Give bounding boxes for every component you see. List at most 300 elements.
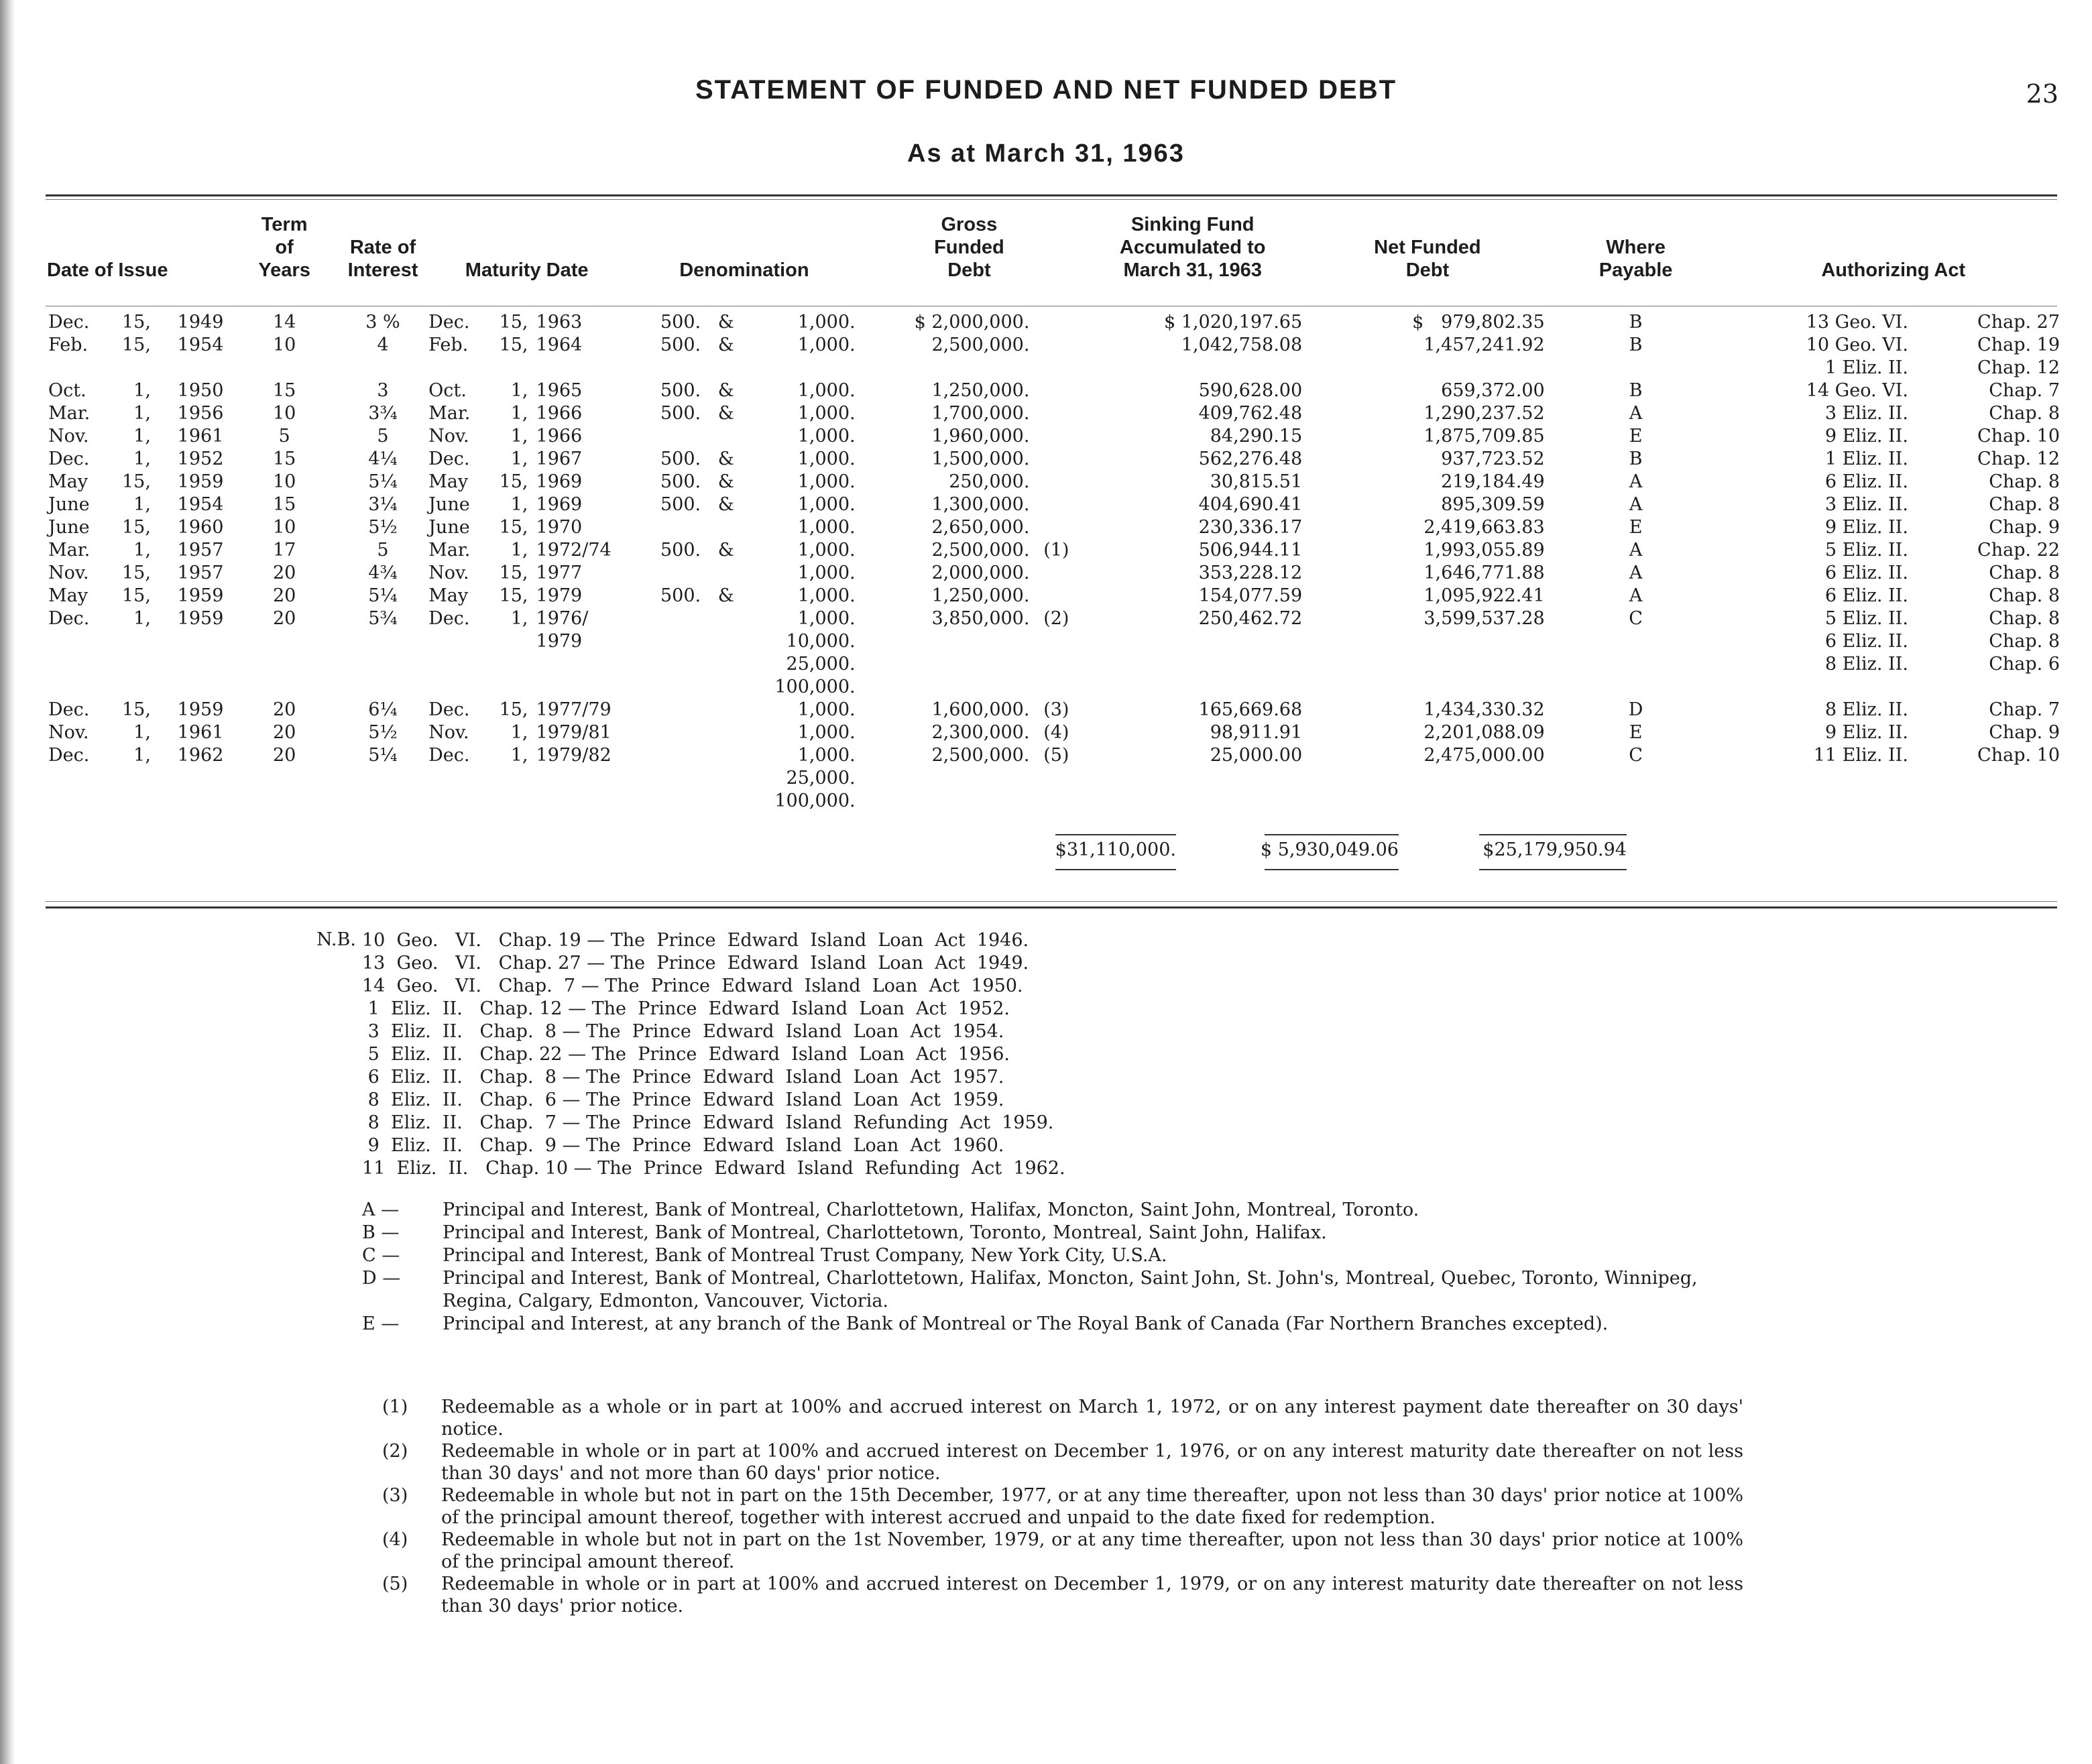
table-cell — [1912, 767, 2064, 790]
table-cell: 1954 — [177, 494, 224, 515]
table-cell: 14 Geo. VI. — [1806, 380, 1908, 401]
footnotes — [382, 1396, 1743, 1617]
table-cell — [1079, 653, 1306, 676]
table-cell — [705, 562, 747, 585]
table-cell — [1079, 676, 1306, 699]
table-cell: 1972/74 — [536, 540, 612, 561]
table-row — [44, 402, 2064, 425]
table-row — [44, 744, 2064, 767]
act-list-item: 1 Eliz. II. Chap. 12 — The Prince Edward Island Loan Act 1952. — [362, 998, 1010, 1019]
table-cell: 1963 — [536, 312, 583, 333]
act-list-item: 13 Geo. VI. Chap. 27 — The Prince Edward Island Loan Act 1949. — [362, 953, 1029, 974]
table-cell: 1, — [133, 403, 151, 424]
table-cell — [629, 767, 705, 790]
table-cell — [1079, 790, 1306, 813]
table-row — [44, 721, 2064, 744]
table-cell: 1954 — [177, 335, 224, 355]
table-cell: 1 Eliz. II. — [1824, 449, 1908, 469]
table-cell: Feb. — [428, 335, 469, 355]
table-cell — [532, 653, 630, 676]
funded-debt-table — [44, 213, 2064, 813]
table-row — [44, 585, 2064, 607]
table-cell: & — [717, 471, 734, 492]
table-cell: 1,250,000. — [931, 380, 1030, 401]
table-cell — [1033, 448, 1079, 471]
table-cell — [1033, 516, 1079, 539]
table-row — [44, 767, 2064, 790]
table-cell: 25,000.00 — [1210, 745, 1303, 766]
table-cell: 3 Eliz. II. — [1824, 494, 1908, 515]
table-cell — [1033, 767, 1079, 790]
payable-key: A — — [362, 1199, 400, 1220]
table-cell — [1033, 585, 1079, 607]
table-cell: 5¼ — [368, 585, 398, 606]
table-cell: 1,000. — [797, 312, 856, 333]
table-cell — [705, 699, 747, 721]
table-cell — [1912, 676, 2064, 699]
table-cell — [1033, 630, 1079, 653]
table-cell: 1, — [510, 449, 528, 469]
table-cell: 1964 — [536, 335, 583, 355]
payable-text: Principal and Interest, Bank of Montreal Trust Company, New York City, U.S.A. — [443, 1245, 1167, 1266]
table-cell: Dec. — [428, 312, 470, 333]
table-row — [44, 516, 2064, 539]
table-cell: Chap. 7 — [1989, 380, 2060, 401]
table-cell: 10 — [272, 471, 296, 492]
table-cell — [860, 357, 1034, 379]
header-date-of-issue: Date of Issue — [47, 259, 168, 281]
table-cell — [1033, 653, 1079, 676]
table-cell: 5½ — [368, 722, 398, 743]
table-cell: Oct. — [48, 380, 86, 401]
gross-total: $31,110,000. — [1055, 839, 1176, 860]
table-cell — [532, 676, 630, 699]
table-cell — [1033, 291, 1079, 334]
table-cell: 1, — [133, 380, 151, 401]
table-cell — [424, 676, 491, 699]
table-cell: Oct. — [428, 380, 467, 401]
table-cell — [705, 425, 747, 448]
table-cell — [1033, 471, 1079, 493]
table-cell: 5 — [377, 426, 389, 447]
table-cell — [629, 425, 705, 448]
payable-text: Principal and Interest, Bank of Montreal, Charlottetown, Toronto, Montreal, Saint John, Halifax. — [443, 1222, 1327, 1243]
table-cell: 1959 — [177, 471, 224, 492]
table-cell: Chap. 19 — [1977, 335, 2060, 355]
table-cell: 1,000. — [797, 745, 856, 766]
payable-item — [362, 1313, 1743, 1336]
table-cell: 1950 — [177, 380, 224, 401]
table-cell: 1952 — [177, 449, 224, 469]
table-cell: A — [1629, 540, 1643, 561]
table-cell: Dec. — [428, 608, 470, 629]
table-cell: 2,500,000. — [931, 335, 1030, 355]
table-cell: A — [1629, 563, 1643, 583]
table-cell — [860, 653, 1034, 676]
table-cell: 84,290.15 — [1210, 426, 1303, 447]
table-cell: 15, — [121, 471, 151, 492]
footnote-key: (4) — [382, 1529, 408, 1550]
table-cell: Chap. 27 — [1977, 312, 2060, 333]
table-cell: 500. — [660, 335, 701, 355]
table-cell — [341, 790, 424, 813]
table-cell: & — [717, 312, 734, 333]
table-cell: Dec. — [428, 449, 470, 469]
table-cell: (2) — [1043, 608, 1069, 629]
table-cell — [705, 357, 747, 379]
table-cell: 15, — [121, 563, 151, 583]
header-denomination: Denomination — [679, 259, 809, 281]
table-cell: 1,000. — [797, 540, 856, 561]
table-cell: 1, — [510, 403, 528, 424]
table-cell — [860, 676, 1034, 699]
table-row — [44, 653, 2064, 676]
payable-key: C — — [362, 1245, 400, 1266]
table-cell: 1976/ — [536, 608, 589, 629]
table-cell — [155, 676, 227, 699]
table-cell: 15 — [272, 494, 296, 515]
table-cell: 154,077.59 — [1198, 585, 1303, 606]
table-cell: C — [1629, 745, 1643, 766]
table-cell: 1965 — [536, 380, 583, 401]
table-cell — [155, 790, 227, 813]
table-cell — [747, 357, 859, 379]
bottom-thin-rule — [46, 901, 2057, 902]
payable-key: B — — [362, 1222, 400, 1243]
table-cell: 590,628.00 — [1198, 380, 1303, 401]
table-cell: E — [1629, 517, 1643, 538]
table-cell: 1957 — [177, 563, 224, 583]
table-cell: 9 Eliz. II. — [1824, 426, 1908, 447]
table-cell: 14 — [272, 312, 296, 333]
table-cell: 15, — [499, 585, 528, 606]
table-cell — [424, 653, 491, 676]
table-cell: 9 Eliz. II. — [1824, 722, 1908, 743]
table-cell — [1079, 357, 1306, 379]
table-cell: 20 — [272, 745, 296, 766]
table-cell: 1, — [133, 449, 151, 469]
net-total-underline — [1479, 869, 1627, 870]
table-cell — [705, 744, 747, 767]
table-cell — [1033, 676, 1079, 699]
table-cell: 1979 — [536, 631, 583, 652]
payable-text: Principal and Interest, Bank of Montreal, Charlottetown, Halifax, Moncton, Saint John, Montreal, Toronto. — [443, 1199, 1419, 1220]
table-cell — [1912, 790, 2064, 813]
table-cell: 25,000. — [786, 768, 856, 788]
table-cell: Chap. 8 — [1989, 471, 2060, 492]
table-cell: 1,300,000. — [931, 494, 1030, 515]
table-cell: 1959 — [177, 585, 224, 606]
table-cell: A — [1629, 494, 1643, 515]
act-list-item: 5 Eliz. II. Chap. 22 — The Prince Edward Island Loan Act 1956. — [362, 1044, 1010, 1065]
act-list-item: 14 Geo. VI. Chap. 7 — The Prince Edward Island Loan Act 1950. — [362, 976, 1023, 996]
authorizing-acts-list — [362, 929, 1065, 1180]
table-cell: 500. — [660, 471, 701, 492]
table-cell: 1970 — [536, 517, 583, 538]
table-cell: 1, — [133, 494, 151, 515]
table-cell — [424, 630, 491, 653]
table-cell: Chap. 8 — [1989, 403, 2060, 424]
table-cell: 15, — [499, 335, 528, 355]
table-cell — [860, 790, 1034, 813]
table-cell — [341, 357, 424, 379]
table-cell — [629, 699, 705, 721]
table-cell — [1549, 676, 1723, 699]
table-cell — [227, 357, 341, 379]
table-cell — [1033, 790, 1079, 813]
table-cell: B — [1629, 335, 1643, 355]
table-cell: 20 — [272, 699, 296, 720]
table-cell: 1979 — [536, 585, 583, 606]
table-cell — [705, 516, 747, 539]
payable-text: Principal and Interest, at any branch of the Bank of Montreal or The Royal Bank of Canada (Far Northern Branches excepted). — [443, 1313, 1609, 1334]
table-cell: Chap. 7 — [1989, 699, 2060, 720]
table-cell: 1, — [510, 540, 528, 561]
payable-item — [362, 1199, 1743, 1222]
table-cell: (4) — [1043, 722, 1069, 743]
table-cell: (1) — [1043, 540, 1069, 561]
table-cell: Chap. 10 — [1977, 745, 2060, 766]
gross-total-underline — [1055, 869, 1176, 870]
table-cell: 1,290,237.52 — [1423, 403, 1545, 424]
table-cell — [1306, 767, 1549, 790]
footnote-key: (2) — [382, 1441, 408, 1462]
header-term: Term of Years — [258, 214, 310, 281]
table-cell: Mar. — [428, 403, 471, 424]
table-cell: 250,000. — [949, 471, 1030, 492]
table-cell: $ 1,020,197.65 — [1164, 312, 1303, 333]
table-cell — [629, 653, 705, 676]
table-cell: Nov. — [428, 426, 469, 447]
table-row — [44, 493, 2064, 516]
table-cell — [629, 721, 705, 744]
table-cell: 6 Eliz. II. — [1824, 471, 1908, 492]
table-header-row — [44, 213, 2064, 291]
table-cell: 1969 — [536, 471, 583, 492]
table-cell — [227, 790, 341, 813]
act-list-item: 3 Eliz. II. Chap. 8 — The Prince Edward Island Loan Act 1954. — [362, 1021, 1004, 1042]
table-cell — [629, 562, 705, 585]
table-cell — [491, 790, 532, 813]
table-cell — [629, 676, 705, 699]
table-cell: 1957 — [177, 540, 224, 561]
table-cell: 1977/79 — [536, 699, 612, 720]
header-net: Net Funded Debt — [1374, 237, 1481, 281]
table-row — [44, 699, 2064, 721]
table-cell: $ 2,000,000. — [914, 312, 1030, 333]
table-row — [44, 291, 2064, 334]
page-subtitle: As at March 31, 1963 — [907, 139, 1185, 168]
table-cell: 500. — [660, 312, 701, 333]
table-cell: 15 — [272, 380, 296, 401]
table-cell: Dec. — [428, 699, 470, 720]
table-cell: 1959 — [177, 608, 224, 629]
table-cell: 9 Eliz. II. — [1824, 517, 1908, 538]
table-cell: 1,000. — [797, 722, 856, 743]
table-cell: Mar. — [48, 540, 91, 561]
table-cell: 1, — [133, 608, 151, 629]
table-cell — [155, 767, 227, 790]
table-cell: June — [48, 517, 90, 538]
table-cell: 1, — [510, 494, 528, 515]
table-cell: 1, — [133, 540, 151, 561]
table-cell: 6 Eliz. II. — [1824, 563, 1908, 583]
table-cell: 10 — [272, 517, 296, 538]
table-row — [44, 357, 2064, 379]
footnote-item — [382, 1440, 1743, 1484]
table-cell: 1969 — [536, 494, 583, 515]
table-cell: 30,815.51 — [1210, 471, 1303, 492]
table-cell: 20 — [272, 722, 296, 743]
table-cell: 1,095,922.41 — [1423, 585, 1545, 606]
net-total-rule — [1479, 834, 1627, 835]
table-cell — [341, 653, 424, 676]
table-cell: 15, — [121, 699, 151, 720]
table-cell: 1,000. — [797, 380, 856, 401]
table-cell — [491, 357, 532, 379]
table-cell — [491, 767, 532, 790]
table-cell: 5¾ — [368, 608, 398, 629]
table-cell: 15, — [499, 312, 528, 333]
table-cell: 1, — [510, 426, 528, 447]
table-cell: 5¼ — [368, 745, 398, 766]
table-cell — [341, 630, 424, 653]
table-cell: 15, — [499, 471, 528, 492]
table-cell — [532, 790, 630, 813]
table-cell: 1961 — [177, 426, 224, 447]
table-cell — [424, 790, 491, 813]
table-cell: 1, — [510, 722, 528, 743]
table-cell: 5 Eliz. II. — [1824, 608, 1908, 629]
table-cell: 1,960,000. — [931, 426, 1030, 447]
footnote-text: Redeemable in whole or in part at 100% and accrued interest on December 1, 1979, or on any interest maturity date thereafter on not less than 30 days' prior notice. — [441, 1574, 1743, 1616]
table-cell: 2,500,000. — [931, 540, 1030, 561]
table-cell — [629, 744, 705, 767]
table-cell — [114, 676, 155, 699]
table-row — [44, 630, 2064, 653]
table-row — [44, 379, 2064, 402]
table-cell — [1033, 357, 1079, 379]
table-cell — [155, 630, 227, 653]
table-cell: & — [717, 585, 734, 606]
table-cell — [705, 630, 747, 653]
table-cell: 1,000. — [797, 608, 856, 629]
table-cell — [155, 357, 227, 379]
page-number: 23 — [2026, 79, 2058, 109]
page-title: STATEMENT OF FUNDED AND NET FUNDED DEBT — [695, 75, 1397, 105]
table-cell: 500. — [660, 403, 701, 424]
table-cell: Chap. 8 — [1989, 631, 2060, 652]
payable-legend — [362, 1199, 1743, 1336]
table-cell: 506,944.11 — [1198, 540, 1303, 561]
header-where: Where Payable — [1599, 237, 1673, 281]
act-list-item: 8 Eliz. II. Chap. 6 — The Prince Edward Island Loan Act 1959. — [362, 1090, 1004, 1110]
table-cell: 1,000. — [797, 426, 856, 447]
table-cell: 1977 — [536, 563, 583, 583]
table-cell: 1960 — [177, 517, 224, 538]
table-cell: 5 — [377, 540, 389, 561]
table-cell: 1961 — [177, 722, 224, 743]
table-cell — [114, 357, 155, 379]
table-cell: 1,000. — [797, 699, 856, 720]
table-cell: 2,000,000. — [931, 563, 1030, 583]
table-cell: Nov. — [48, 426, 89, 447]
table-cell — [227, 653, 341, 676]
table-cell: 500. — [660, 540, 701, 561]
payable-key: E — — [362, 1313, 400, 1334]
table-cell: Chap. 10 — [1977, 426, 2060, 447]
table-cell: 1,000. — [797, 585, 856, 606]
table-cell: 165,669.68 — [1198, 699, 1303, 720]
table-cell: Dec. — [48, 608, 90, 629]
table-cell: May — [428, 585, 469, 606]
table-cell: Chap. 8 — [1989, 608, 2060, 629]
footnote-text: Redeemable in whole but not in part on the 1st November, 1979, or at any time thereafter, upon not less than 30 days' prior notice at 100% of the principal amount thereof. — [441, 1529, 1743, 1572]
table-cell — [705, 676, 747, 699]
table-cell: 1, — [510, 745, 528, 766]
table-cell: 100,000. — [774, 790, 856, 811]
payable-item — [362, 1267, 1743, 1313]
table-cell: Nov. — [428, 722, 469, 743]
table-cell: 10 — [272, 403, 296, 424]
table-cell: 5 Eliz. II. — [1824, 540, 1908, 561]
footnote-text: Redeemable in whole but not in part on the 15th December, 1977, or at any time thereafter, upon not less than 30 days' prior notice at 100% of the principal amount thereof, together with interest accrued and unpaid to the date fixed for redemption. — [441, 1485, 1743, 1528]
table-cell — [1723, 790, 1912, 813]
table-cell — [860, 767, 1034, 790]
table-cell: 98,911.91 — [1210, 722, 1303, 743]
table-cell: 3¾ — [368, 403, 398, 424]
act-list-item: 10 Geo. VI. Chap. 19 — The Prince Edward Island Loan Act 1946. — [362, 930, 1029, 951]
table-cell — [44, 357, 114, 379]
table-cell — [629, 790, 705, 813]
table-cell — [44, 653, 114, 676]
table-row — [44, 539, 2064, 562]
table-row — [44, 334, 2064, 357]
table-cell: June — [428, 517, 470, 538]
table-cell — [1033, 425, 1079, 448]
table-cell: Chap. 9 — [1989, 722, 2060, 743]
table-body — [44, 291, 2064, 813]
top-thin-rule — [46, 199, 2057, 200]
table-cell: 1,000. — [797, 494, 856, 515]
table-cell — [1033, 334, 1079, 357]
table-cell: 3 Eliz. II. — [1824, 403, 1908, 424]
table-cell: 1, — [133, 745, 151, 766]
table-cell — [44, 676, 114, 699]
table-cell: 1962 — [177, 745, 224, 766]
table-cell: 404,690.41 — [1198, 494, 1303, 515]
table-cell — [1079, 630, 1306, 653]
table-cell: 1,600,000. — [931, 699, 1030, 720]
table-cell: 10 Geo. VI. — [1806, 335, 1908, 355]
table-cell: Chap. 12 — [1977, 449, 2060, 469]
table-cell: 1,000. — [797, 335, 856, 355]
sinking-total: $ 5,930,049.06 — [1260, 839, 1399, 860]
table-cell — [114, 790, 155, 813]
table-cell — [705, 653, 747, 676]
table-cell: 1967 — [536, 449, 583, 469]
act-list-item: 11 Eliz. II. Chap. 10 — The Prince Edward Island Refunding Act 1962. — [362, 1158, 1065, 1179]
table-cell: 1966 — [536, 403, 583, 424]
table-cell: June — [428, 494, 470, 515]
table-cell: 15, — [499, 563, 528, 583]
table-cell: 1,993,055.89 — [1423, 540, 1545, 561]
payable-text: Principal and Interest, Bank of Montreal, Charlottetown, Halifax, Moncton, Saint John, St. John's, Montreal, Quebec, Toronto, Winnipeg, Regina, Calgary, Edmonton, Vancouver, Victoria. — [443, 1268, 1698, 1311]
table-cell: 1979/81 — [536, 722, 612, 743]
payable-item — [362, 1222, 1743, 1244]
table-cell — [1306, 676, 1549, 699]
table-cell: June — [48, 494, 90, 515]
